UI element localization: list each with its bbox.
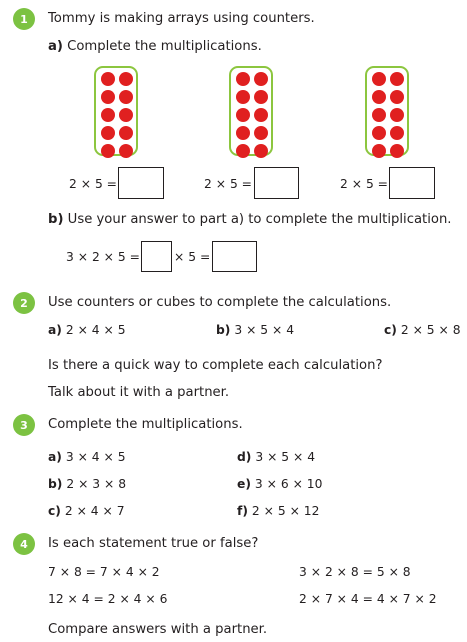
q1-part-a-label: a) xyxy=(48,39,63,54)
statement-1: 7 × 8 = 7 × 4 × 2 xyxy=(48,565,160,579)
part-b-expression-2: × 5 = xyxy=(174,250,211,264)
q3-item-b xyxy=(48,477,126,491)
q1-part-b-label: b) xyxy=(48,212,64,227)
counter-dot xyxy=(236,108,250,122)
q3-item-c-label: c) xyxy=(48,504,61,518)
answer-box-2[interactable] xyxy=(254,167,299,199)
question-3-badge xyxy=(13,414,35,436)
part-b-expression: 3 × 2 × 5 = xyxy=(66,250,140,264)
counter-dot xyxy=(372,126,386,140)
question-1-number: 1 xyxy=(20,12,28,26)
question-3-text: Complete the multiplications. xyxy=(48,417,243,432)
q2-item-a-label: a) xyxy=(48,323,62,337)
question-4-badge xyxy=(13,533,35,555)
q1-part-a xyxy=(48,39,262,54)
counter-dot xyxy=(236,72,250,86)
q3-item-e-label: e) xyxy=(237,477,251,491)
q2-question: Is there a quick way to complete each calculation? xyxy=(48,358,383,373)
q2-item-a-expr: 2 × 4 × 5 xyxy=(65,323,126,337)
q2-item-c-label: c) xyxy=(384,323,397,337)
q3-item-a-label: a) xyxy=(48,450,62,464)
counter-dot xyxy=(101,126,115,140)
question-4-number: 4 xyxy=(20,537,28,551)
question-1-badge xyxy=(13,8,35,30)
counter-dot xyxy=(254,72,268,86)
counter-dot xyxy=(390,144,404,158)
counter-dot xyxy=(390,108,404,122)
multiplication-2: 2 × 5 = xyxy=(204,177,252,191)
counter-dot xyxy=(101,108,115,122)
q3-item-d xyxy=(237,450,315,464)
q2-item-a xyxy=(48,323,126,337)
q1-part-b-text: Use your answer to part a) to complete the multiplication. xyxy=(67,212,452,227)
q3-item-c-expr: 2 × 4 × 7 xyxy=(64,504,125,518)
q3-item-e xyxy=(237,477,322,491)
q2-item-b-label: b) xyxy=(216,323,231,337)
q1-part-b xyxy=(48,212,452,227)
question-2-badge xyxy=(13,292,35,314)
q3-item-b-expr: 2 × 3 × 8 xyxy=(66,477,127,491)
counter-dot xyxy=(254,126,268,140)
q3-item-b-label: b) xyxy=(48,477,63,491)
counter-dot xyxy=(236,126,250,140)
q3-item-e-expr: 3 × 6 × 10 xyxy=(254,477,323,491)
q3-item-a xyxy=(48,450,126,464)
q3-item-f-expr: 2 × 5 × 12 xyxy=(251,504,320,518)
statement-2: 3 × 2 × 8 = 5 × 8 xyxy=(299,565,411,579)
q2-item-c-expr: 2 × 5 × 8 xyxy=(400,323,461,337)
question-1-text: Tommy is making arrays using counters. xyxy=(48,11,315,26)
counter-dot xyxy=(236,144,250,158)
q3-item-f xyxy=(237,504,319,518)
counter-dot xyxy=(119,90,133,104)
question-3-number: 3 xyxy=(20,418,28,432)
part-b-answer-box-1[interactable] xyxy=(141,241,172,272)
counter-dot xyxy=(254,90,268,104)
q3-item-a-expr: 3 × 4 × 5 xyxy=(65,450,126,464)
multiplication-3: 2 × 5 = xyxy=(340,177,388,191)
q3-item-c xyxy=(48,504,125,518)
counter-array-2 xyxy=(229,66,273,156)
q3-item-f-label: f) xyxy=(237,504,248,518)
counter-dot xyxy=(101,144,115,158)
counter-dot xyxy=(372,108,386,122)
counter-dot xyxy=(119,144,133,158)
counter-dot xyxy=(390,72,404,86)
counter-dot xyxy=(101,90,115,104)
part-b-answer-box-2[interactable] xyxy=(212,241,257,272)
q2-item-c xyxy=(384,323,461,337)
counter-array-3 xyxy=(365,66,409,156)
counter-dot xyxy=(119,72,133,86)
counter-dot xyxy=(372,144,386,158)
counter-dot xyxy=(254,108,268,122)
q3-item-d-expr: 3 × 5 × 4 xyxy=(255,450,316,464)
counter-dot xyxy=(372,72,386,86)
q2-item-b xyxy=(216,323,294,337)
counter-dot xyxy=(236,90,250,104)
statement-3: 12 × 4 = 2 × 4 × 6 xyxy=(48,592,168,606)
counter-dot xyxy=(101,72,115,86)
counter-array-1 xyxy=(94,66,138,156)
statement-4: 2 × 7 × 4 = 4 × 7 × 2 xyxy=(299,592,437,606)
counter-dot xyxy=(119,108,133,122)
q2-item-b-expr: 3 × 5 × 4 xyxy=(234,323,295,337)
counter-dot xyxy=(390,90,404,104)
question-2-number: 2 xyxy=(20,296,28,310)
counter-dot xyxy=(372,90,386,104)
answer-box-3[interactable] xyxy=(389,167,435,199)
question-2-text: Use counters or cubes to complete the calculations. xyxy=(48,295,392,310)
q1-part-a-text: Complete the multiplications. xyxy=(67,39,262,54)
counter-dot xyxy=(390,126,404,140)
question-4-text: Is each statement true or false? xyxy=(48,536,259,551)
q3-item-d-label: d) xyxy=(237,450,252,464)
counter-dot xyxy=(119,126,133,140)
answer-box-1[interactable] xyxy=(118,167,164,199)
multiplication-1: 2 × 5 = xyxy=(69,177,117,191)
q2-talk: Talk about it with a partner. xyxy=(48,385,230,400)
counter-dot xyxy=(254,144,268,158)
q4-footer: Compare answers with a partner. xyxy=(48,622,268,637)
